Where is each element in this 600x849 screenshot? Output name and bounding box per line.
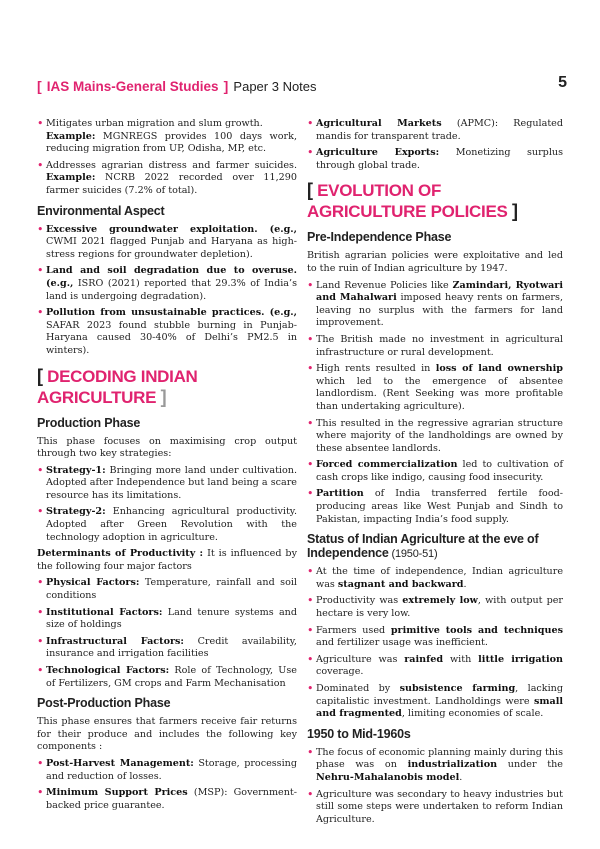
status-heading: Status of Indian Agriculture at the eve of Independence (1950-51) [307, 532, 539, 561]
pre-independence-intro: British agrarian policies were exploitative and led to the ruin of Indian agriculture by 1947. [307, 250, 563, 274]
list-item: • Productivity was extremely low, with output per hectare is very low. [307, 595, 563, 620]
header-subtitle: Paper 3 Notes [233, 79, 317, 94]
list-item: • Land and soil degradation due to overuse. (e.g., ISRO (2021) reported that 29.3% of India’s land is undergoing degradation). [37, 265, 297, 303]
list-item: • Agriculture was secondary to heavy industries but still some steps were undertaken to reform Indian Agriculture. [307, 789, 563, 827]
list-item: • Partition of India transferred fertile food-producing areas like West Punjab and Sindh to Pakistan, impacting India’s food supply. [307, 488, 563, 526]
header-title: IAS Mains-General Studies [46, 79, 219, 94]
list-item: • Strategy-1: Bringing more land under cultivation. Adopted after Independence but land being a scare resource has its limitations. [37, 465, 297, 503]
right-column [307, 118, 563, 830]
list-item: • At the time of independence, Indian agriculture was stagnant and backward. [307, 566, 563, 591]
list-item: • Institutional Factors: Land tenure systems and size of holdings [37, 607, 297, 632]
pre-independence-heading: Pre-Independence Phase [307, 230, 452, 245]
page-number: 5 [558, 74, 567, 91]
list-item: • The focus of economic planning mainly during this phase was on industrialization under the Nehru-Mahalanobis model. [307, 747, 563, 785]
list-item: • Addresses agrarian distress and farmer suicides. Example: NCRB 2022 recorded over 11,290 farmer suicides (7.2% of total). [37, 160, 297, 198]
production-intro: This phase focuses on maximising crop output through two key strategies: [37, 435, 297, 460]
list-item: • High rents resulted in loss of land ownership which led to the emergence of absentee landlordism. (Rent Seeking was more profitable than undertaking agriculture). [307, 363, 563, 413]
header-open-bracket: [ [37, 78, 42, 94]
list-item: • Post-Harvest Management: Storage, processing and reduction of losses. [37, 758, 297, 783]
list-item: • Agriculture was rainfed with little irrigation coverage. [307, 654, 563, 679]
header-close-bracket: ] [223, 78, 229, 94]
list-item: • Farmers used primitive tools and techniques and fertilizer usage was inefficient. [307, 625, 563, 650]
list-item: • Minimum Support Prices (MSP): Government-backed price guarantee. [37, 787, 297, 812]
list-item: • Forced commercialization led to cultivation of cash crops like indigo, causing food insecurity. [307, 459, 563, 484]
list-item: • Agriculture Exports: Monetizing surplus through global trade. [307, 147, 563, 172]
post-production-heading: Post-Production Phase [37, 696, 171, 711]
list-item: • Pollution from unsustainable practices. (e.g., SAFAR 2023 found stubble burning in Punjab-Haryana caused 30-40% of Delhi’s PM2.5 in winters). [37, 307, 297, 357]
determinants-para: Determinants of Productivity : It is influenced by the following four major factors [37, 548, 297, 572]
list-item: • Excessive groundwater exploitation. (e.g., CWMI 2021 flagged Punjab and Haryana as high-stress regions for groundwater depletion). [37, 224, 297, 262]
production-heading: Production Phase [37, 415, 141, 430]
list-item: • Dominated by subsistence farming, lacking capitalistic investment. Landholdings were small and fragmented, limiting economies of scale. [307, 683, 563, 721]
environmental-heading: Environmental Aspect [37, 203, 165, 218]
list-item: • Infrastructural Factors: Credit availability, insurance and irrigation facilities [37, 636, 297, 661]
list-item: • Land Revenue Policies like Zamindari, Ryotwari and Mahalwari imposed heavy rents on farmers, leaving no surplus with the farmers for land improvement. [307, 280, 563, 330]
list-item: • Technological Factors: Role of Technology, Use of Fertilizers, GM crops and Farm Mechanisation [37, 665, 297, 690]
list-item: • Agricultural Markets (APMC): Regulated mandis for transparent trade. [307, 118, 563, 143]
mid-1960s-heading: 1950 to Mid-1960s [307, 726, 411, 741]
post-production-intro: This phase ensures that farmers receive fair returns for their produce and includes the following key components : [37, 716, 297, 753]
section-title-evolution: [ EVOLUTION OF AGRICULTURE POLICIES ] [307, 180, 518, 222]
section-title-decoding: [ DECODING INDIAN AGRICULTURE ] [37, 365, 198, 407]
list-item: • This resulted in the regressive agrarian structure where majority of the landholdings are owned by these absentee landlords. [307, 418, 563, 456]
page-header [37, 76, 567, 98]
left-column [37, 118, 297, 816]
list-item: • Mitigates urban migration and slum growth. Example: MGNREGS provides 100 days work, reducing migration from UP, Odisha, MP, etc. [37, 118, 297, 156]
list-item: • The British made no investment in agricultural infrastructure or rural development. [307, 334, 563, 359]
list-item: • Strategy-2: Enhancing agricultural productivity. Adopted after Green Revolution with the technology adoption in agriculture. [37, 506, 297, 544]
list-item: • Physical Factors: Temperature, rainfall and soil conditions [37, 577, 297, 602]
